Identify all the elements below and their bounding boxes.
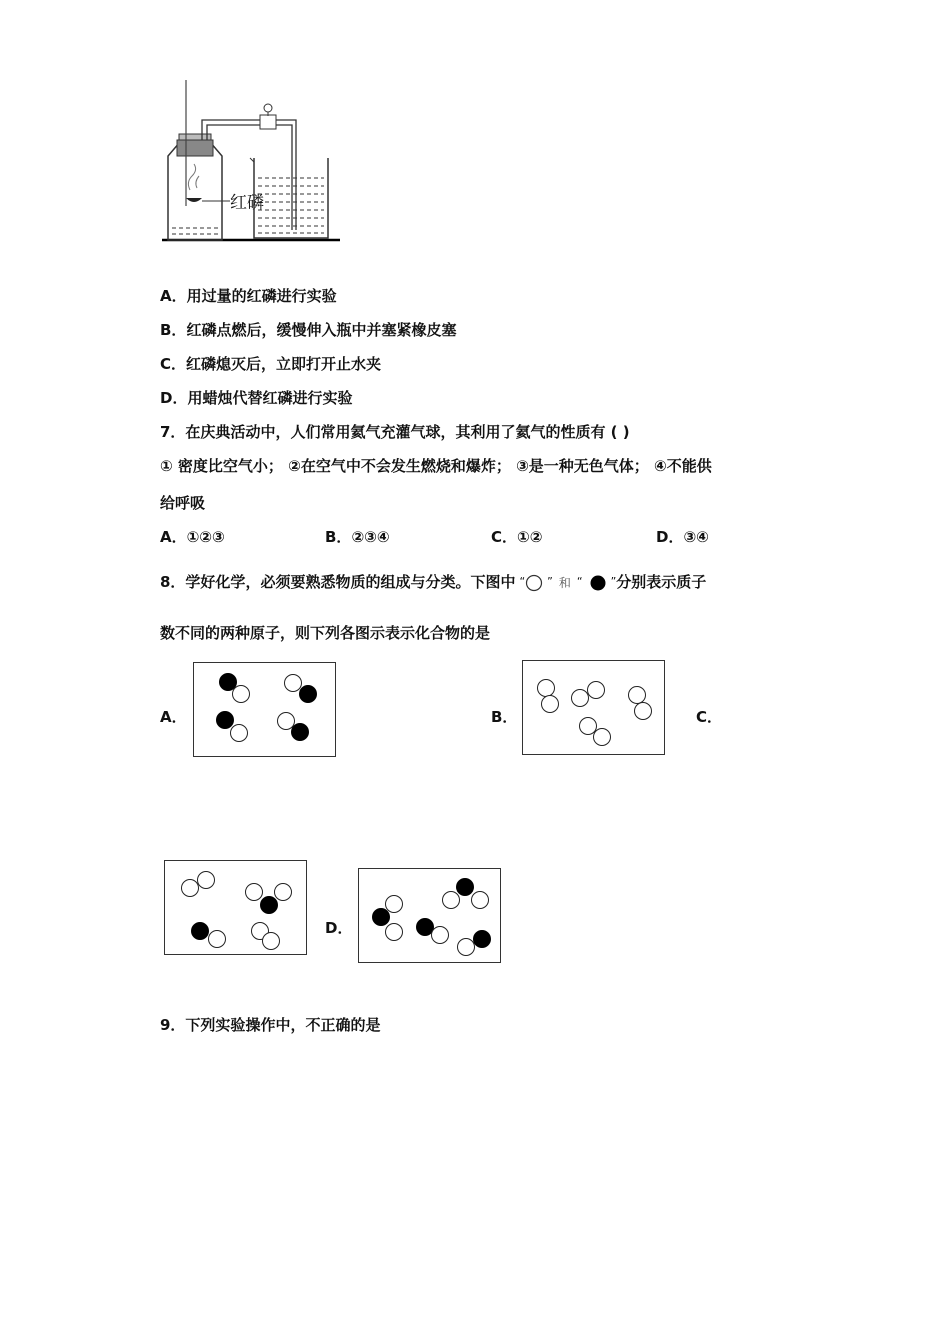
black-atom	[299, 685, 317, 703]
q8-option-a-label: A．	[160, 708, 187, 726]
white-atom	[385, 923, 403, 941]
white-atom	[471, 891, 489, 909]
white-atom	[208, 930, 226, 948]
black-atom	[260, 896, 278, 914]
white-atom	[593, 728, 611, 746]
white-atom	[442, 891, 460, 909]
white-atom	[230, 724, 248, 742]
q9-stem: 9．下列实验操作中，不正确的是	[160, 1016, 381, 1034]
white-atom	[537, 679, 555, 697]
white-atom	[634, 702, 652, 720]
q7-properties-line1: ① 密度比空气小； ②在空气中不会发生燃烧和爆炸； ③是一种无色气体； ④不能供	[160, 457, 712, 475]
white-atom	[431, 926, 449, 944]
q7-properties-line2: 给呼吸	[160, 494, 206, 512]
q6-option-a: A．用过量的红磷进行实验	[160, 287, 337, 305]
q6-option-c: C．红磷熄灭后，立即打开止水夹	[160, 355, 382, 373]
q7-option-b: B．②③④	[325, 528, 390, 546]
white-atom	[232, 685, 250, 703]
white-atom	[274, 883, 292, 901]
red-phosphorus-apparatus-diagram	[150, 78, 350, 248]
q8-option-b-diagram	[522, 660, 665, 755]
black-atom-icon	[589, 574, 607, 592]
q8-option-c-diagram	[164, 860, 307, 955]
q8-option-a-diagram	[193, 662, 336, 757]
black-atom	[372, 908, 390, 926]
white-atom	[262, 932, 280, 950]
q8-option-d-label: D．	[325, 919, 353, 937]
q6-option-b: B．红磷点燃后，缓慢伸入瓶中并塞紧橡皮塞	[160, 321, 457, 339]
q8-stem: 8．学好化学，必须要熟悉物质的组成与分类。下图中 “ ” 和 “ ”分别表示质子	[160, 573, 707, 591]
black-atom	[191, 922, 209, 940]
white-atom	[541, 695, 559, 713]
q7-option-d: D．③④	[656, 528, 709, 546]
white-atom	[197, 871, 215, 889]
q7-stem: 7．在庆典活动中，人们常用氦气充灌气球，其利用了氦气的性质有 ( )	[160, 423, 630, 441]
q7-option-c: C．①②	[491, 528, 543, 546]
q6-option-d: D．用蜡烛代替红磷进行实验	[160, 389, 353, 407]
q8-option-c-label: C．	[696, 708, 723, 726]
apparatus-label: 红磷	[230, 193, 264, 213]
white-atom-icon	[525, 574, 543, 592]
black-atom	[456, 878, 474, 896]
white-atom	[245, 883, 263, 901]
white-atom	[587, 681, 605, 699]
q8-stem-line2: 数不同的两种原子，则下列各图示表示化合物的是	[160, 624, 491, 642]
black-atom	[473, 930, 491, 948]
q8-option-b-label: B．	[491, 708, 518, 726]
q8-option-d-diagram	[358, 868, 501, 963]
q7-option-a: A．①②③	[160, 528, 225, 546]
black-atom	[291, 723, 309, 741]
